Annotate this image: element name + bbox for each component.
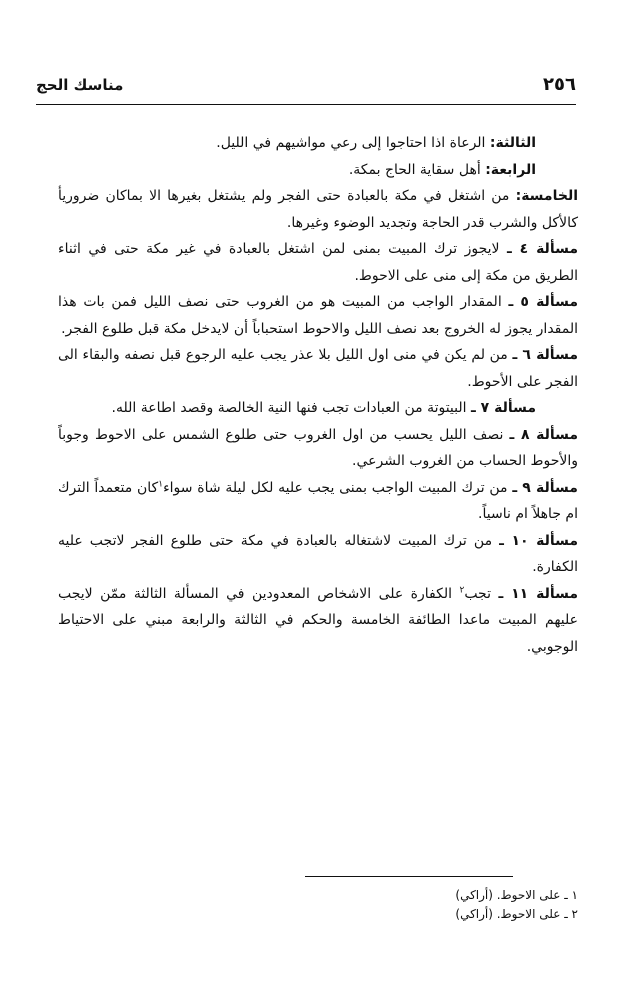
issue-10 bbox=[58, 528, 578, 581]
issue-text-continued: الكفارة على الاشخاص المعدودين في المسألة الثالثة ممّن لايجب عليهم المبيت ماعدا الطائفة الخامسة والحكم في الثالثة والرابعة مبني على الاحتياط الوجوبي. bbox=[58, 585, 578, 655]
issue-text: لايجوز ترك المبيت بمنى لمن اشتغل بالعبادة في غير مكة حتى في اثناء الطريق من مكة إلى منى على الاحوط. bbox=[58, 241, 578, 284]
issue-text: تجب bbox=[464, 585, 499, 602]
issue-label: مسألة ٥ ـ bbox=[508, 294, 578, 310]
header-rule bbox=[36, 104, 576, 105]
footnotes bbox=[58, 886, 578, 924]
issue-label: مسألة ٤ ـ bbox=[506, 241, 578, 257]
paragraph-third bbox=[58, 130, 578, 157]
issue-9 bbox=[58, 475, 578, 528]
issue-8 bbox=[58, 422, 578, 475]
paragraph-text: الرعاة اذا احتاجوا إلى رعي مواشيهم في الليل. bbox=[216, 135, 490, 151]
paragraph-label: الرابعة: bbox=[485, 161, 536, 178]
issue-11 bbox=[58, 581, 578, 661]
issue-text: نصف الليل يحسب من اول الغروب حتى طلوع الشمس على الاحوط وجوباً والأحوط الحساب من الغروب الشرعي. bbox=[58, 426, 578, 469]
issue-label: مسألة ١١ ـ bbox=[498, 585, 579, 602]
issue-label: مسألة ١٠ ـ bbox=[499, 532, 578, 549]
paragraph-text: أهل سقاية الحاج بمكة. bbox=[348, 161, 486, 178]
issue-text: من ترك المبيت لاشتغاله بالعبادة في مكة حتى طلوع الفجر لاتجب عليه الكفارة. bbox=[58, 532, 578, 575]
paragraph-fifth bbox=[58, 183, 578, 236]
footnote-2: ٢ ـ على الاحوط. (أراكي) bbox=[455, 907, 578, 921]
issue-6 bbox=[58, 342, 578, 395]
body-text bbox=[58, 130, 578, 660]
page-number: ٢٥٦ bbox=[543, 74, 576, 95]
issue-text: من لم يكن في منى اول الليل بلا عذر يجب عليه الرجوع قبل نصفه والبقاء الى الفجر على الأحوط. bbox=[58, 347, 578, 390]
paragraph-label: الثالثة: bbox=[489, 135, 536, 151]
issue-label: مسألة ٧ ـ bbox=[470, 400, 536, 416]
issue-text: البيتوتة من العبادات تجب فنها النية الخالصة وقصد اطاعة الله. bbox=[111, 400, 471, 416]
issue-label: مسألة ٩ ـ bbox=[512, 479, 578, 496]
paragraph-fourth bbox=[58, 157, 578, 184]
page-header bbox=[36, 74, 576, 102]
footnote-1: ١ ـ على الاحوط. (أراكي) bbox=[455, 888, 578, 902]
paragraph-text: من اشتغل في مكة بالعبادة حتى الفجر ولم يشتغل بغيرها الا بماكان ضروريأ كالأكل والشرب قدر الحاجة وتجديد الوضوء وغيرها. bbox=[58, 188, 578, 231]
issue-label: مسألة ٨ ـ bbox=[509, 426, 578, 443]
issue-5 bbox=[58, 289, 578, 342]
issue-text-continued: كان متعمداً الترك ام جاهلاً ام ناسياً. bbox=[58, 479, 578, 522]
footnote-marker: ٢ bbox=[459, 584, 465, 595]
issue-text: المقدار الواجب من المبيت هو من الغروب حتى نصف الليل فمن بات هذا المقدار يجوز له الخروج بعد نصف الليل والاحوط استحباباً أن لايدخل مكة قبل طلوع الفجر. bbox=[58, 294, 578, 337]
running-title: مناسك الحج bbox=[36, 76, 124, 94]
footnote-rule bbox=[305, 876, 513, 877]
issue-4 bbox=[58, 236, 578, 289]
issue-text: من ترك المبيت الواجب بمنى يجب عليه لكل ليلة شاة سواء bbox=[163, 479, 513, 496]
issue-7 bbox=[58, 395, 578, 422]
footnote-marker: ١ bbox=[158, 478, 164, 489]
paragraph-label: الخامسة: bbox=[515, 188, 578, 204]
issue-label: مسألة ٦ ـ bbox=[512, 347, 578, 363]
